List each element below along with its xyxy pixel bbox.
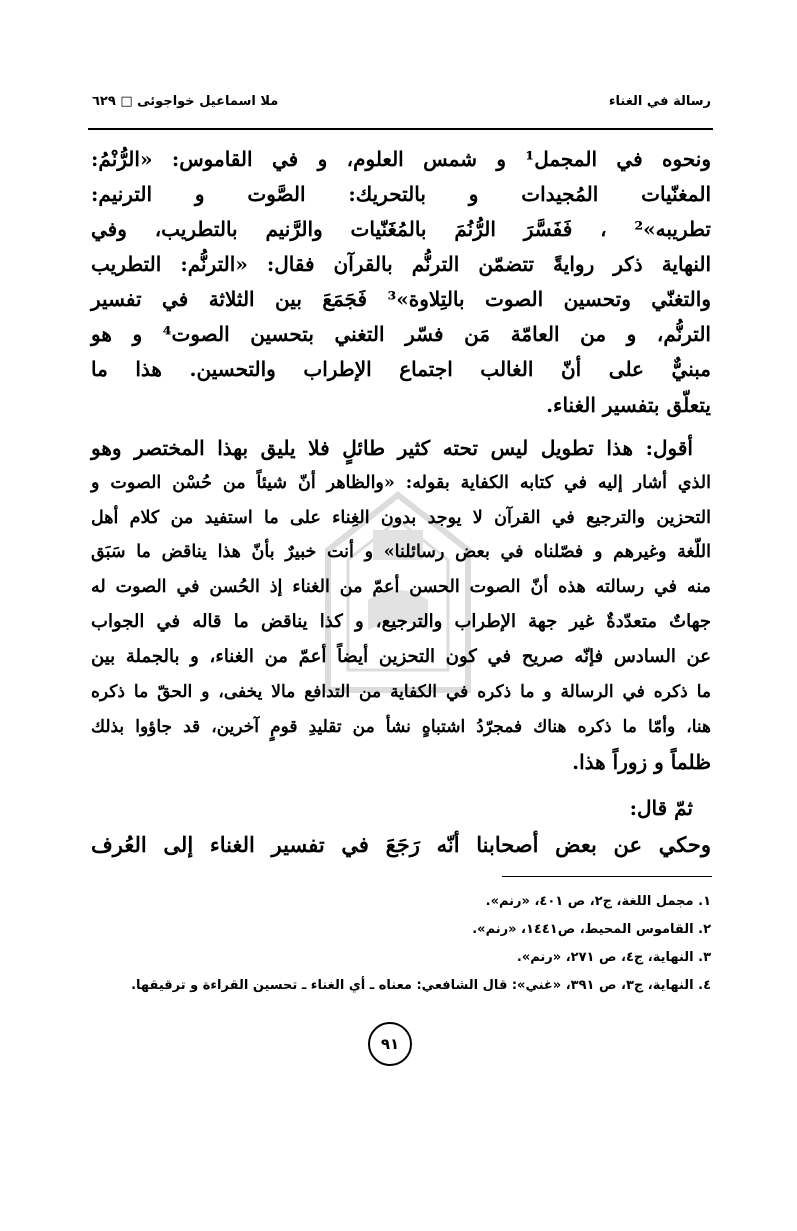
text-line: مبنيٌّ على أنّ الغالب اجتماع الإطراب والتحسين. هذا ما [91, 357, 711, 381]
text-line: يتعلّق بتفسير الغناء. [546, 393, 711, 417]
text-line: تطريبه»² ، فَفَسَّرَ الرُّنُمَ بالمُغَنّيات والرَّنيم بالتطريب، وفي [91, 217, 711, 241]
text-line: الذي أشار إليه في كتابه الكفاية بقوله: «والظاهر أنّ شيئاً من حُسْن الصوت و [91, 473, 711, 493]
footnote: ٢. القاموس المحيط، ص١٤٤١، «رنم». [472, 922, 711, 937]
then-said-heading: ثمّ قال: [629, 796, 693, 820]
text-line: المغنّيات المُجيدات و بالتحريك: الصَّوت و الترنيم: [91, 182, 711, 206]
text-line: الترنُّم، و من العامّة مَن فسّر التغني بتحسين الصوت⁴ و هو [91, 322, 711, 346]
text-line: ونحوه في المجمل¹ و شمس العلوم، و في القاموس: «الرُّنْمُ: [91, 147, 711, 171]
text-line: ظلماً و زوراً هذا. [572, 750, 711, 774]
text-line: اللّغة وغيرهم و فصّلناه في بعض رسائلنا» و أنت خبيرٌ بأنّ هذا يناقض ما سَبَق [91, 542, 711, 562]
text-line: ما ذكره في الرسالة و ما ذكره في الكفاية من التدافع مالا يخفى، و الحقّ ما ذكره [91, 682, 711, 702]
page-number: ٩١ [368, 1022, 412, 1066]
running-header-book-title: رسالة في الغناء [608, 94, 711, 109]
text-line: جهاتٌ متعدّدةٌ غير جهة الإطراب والترجيع، و كذا يناقض ما قاله في الجواب [91, 611, 711, 632]
quoted-text-line: وحكي عن بعض أصحابنا أنّه رَجَعَ في تفسير الغناء إلى العُرف [91, 832, 711, 857]
footnote-rule [502, 876, 712, 877]
text-line: النهاية ذكر روايةً تتضمّن الترنُّم بالقرآن فقال: «الترنُّم: التطريب [91, 252, 711, 276]
text-line: هنا، وأمّا ما ذكره هناك فمجرّدُ اشتباهٍ نشأ من تقليدِ قومٍ آخرين، قد جاؤوا بذلك [91, 717, 711, 737]
footnote: ١. مجمل اللغة، ج٢، ص ٤٠١، «رنم». [485, 894, 711, 909]
footnote: ٤. النهاية، ج٣، ص ٣٩١، «غني»: قال الشافعي: معناه ـ أي الغناء ـ تحسين القراءة و ترقيقها. [131, 978, 711, 993]
header-rule [88, 128, 713, 130]
text-line: منه في رسالته هذه أنّ الصوت الحسن أعمّ من الغناء إذ الحُسن في الصوت له [91, 577, 711, 597]
text-line: عن السادس فإنّه صريح في كون التحزين أيضاً أعمّ من الغناء، و بالجملة بين [91, 646, 711, 667]
footnote: ٣. النهاية، ج٤، ص ٢٧١، «رنم». [516, 950, 711, 965]
text-line: التحزين والترجيع في القرآن لا يوجد بدون الغِناء على ما استفيد من كلام أهل [91, 508, 711, 528]
text-line: والتغنّي وتحسين الصوت بالتِلاوة»³ فَجَمَعَ بين الثلاثة في تفسير [91, 287, 711, 311]
running-header-author-page: ملا اسماعيل خواجوئى □ ٦٢٩ [92, 94, 279, 109]
text-line: أقول: هذا تطويل ليس تحته كثير طائلٍ فلا يليق بهذا المختصر وهو [91, 436, 693, 460]
